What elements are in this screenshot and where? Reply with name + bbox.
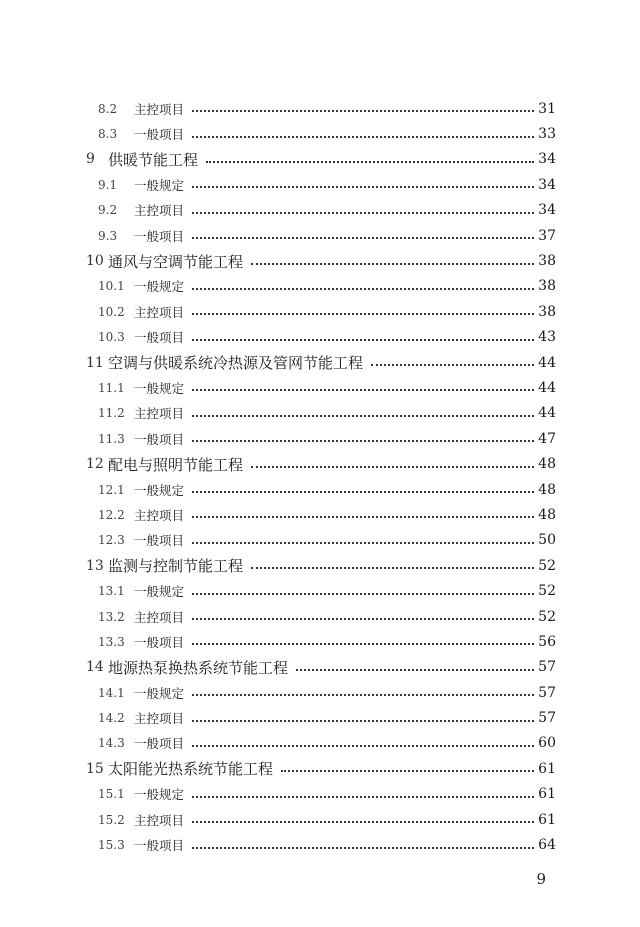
toc-entry-page: 33 bbox=[538, 126, 556, 143]
toc-entry-number: 12.3 bbox=[98, 533, 125, 548]
toc-section-entry bbox=[0, 578, 640, 603]
dot-leader bbox=[192, 541, 534, 544]
toc-entry-page: 44 bbox=[538, 379, 556, 396]
toc-entry-page: 38 bbox=[538, 253, 556, 270]
dot-leader bbox=[192, 719, 534, 722]
toc-entry-page: 50 bbox=[538, 532, 556, 549]
toc-entry-number: 11 bbox=[86, 354, 104, 371]
toc-entry-title: 监测与控制节能工程 bbox=[108, 557, 244, 576]
dot-leader bbox=[192, 388, 534, 391]
dot-leader bbox=[192, 211, 534, 214]
toc-entry-page: 48 bbox=[538, 506, 556, 523]
toc-entry-number: 15 bbox=[86, 760, 104, 777]
toc-entry-title: 空调与供暖系统冷热源及管网节能工程 bbox=[108, 354, 364, 373]
toc-section-entry bbox=[0, 604, 640, 629]
toc-chapter-entry bbox=[0, 451, 640, 476]
dot-leader bbox=[192, 642, 534, 645]
toc-entry-page: 34 bbox=[538, 202, 556, 219]
page-number: 9 bbox=[536, 870, 546, 888]
toc-section-entry bbox=[0, 477, 640, 502]
toc-entry-title: 一般规定 bbox=[134, 584, 185, 600]
dot-leader bbox=[192, 312, 534, 315]
toc-entry-number: 9.2 bbox=[98, 203, 118, 218]
toc-entry-number: 14.2 bbox=[98, 711, 125, 726]
toc-section-entry bbox=[0, 172, 640, 197]
toc-entry-page: 61 bbox=[538, 760, 556, 777]
dot-leader bbox=[192, 693, 534, 696]
toc-entry-number: 9 bbox=[86, 151, 95, 168]
dot-leader bbox=[281, 769, 534, 772]
toc-entry-title: 主控项目 bbox=[134, 609, 185, 625]
toc-chapter-entry bbox=[0, 350, 640, 375]
toc-section-entry bbox=[0, 375, 640, 400]
toc-entry-title: 主控项目 bbox=[134, 711, 185, 727]
dot-leader bbox=[192, 236, 534, 239]
toc-entry-number: 13.2 bbox=[98, 609, 125, 624]
table-of-contents bbox=[0, 96, 640, 858]
toc-section-entry bbox=[0, 807, 640, 832]
toc-section-entry bbox=[0, 401, 640, 426]
toc-entry-number: 13.1 bbox=[98, 584, 125, 599]
toc-entry-title: 一般项目 bbox=[134, 838, 185, 854]
toc-entry-page: 64 bbox=[538, 837, 556, 854]
dot-leader bbox=[192, 820, 534, 823]
toc-entry-title: 一般规定 bbox=[134, 380, 185, 396]
toc-entry-title: 一般规定 bbox=[134, 482, 185, 498]
toc-entry-page: 52 bbox=[538, 608, 556, 625]
dot-leader bbox=[192, 744, 534, 747]
toc-section-entry bbox=[0, 96, 640, 121]
toc-entry-page: 38 bbox=[538, 278, 556, 295]
toc-entry-number: 8.2 bbox=[98, 101, 118, 116]
toc-entry-number: 15.2 bbox=[98, 812, 125, 827]
toc-entry-page: 56 bbox=[538, 633, 556, 650]
dot-leader bbox=[192, 592, 534, 595]
toc-section-entry bbox=[0, 731, 640, 756]
toc-entry-page: 48 bbox=[538, 456, 556, 473]
toc-entry-number: 10.2 bbox=[98, 304, 125, 319]
toc-section-entry bbox=[0, 680, 640, 705]
toc-entry-title: 一般项目 bbox=[134, 736, 185, 752]
toc-entry-title: 主控项目 bbox=[134, 101, 185, 117]
dot-leader bbox=[192, 439, 534, 442]
toc-entry-number: 13 bbox=[86, 557, 104, 574]
toc-entry-number: 8.3 bbox=[98, 127, 118, 142]
toc-entry-number: 14.1 bbox=[98, 685, 125, 700]
toc-chapter-entry bbox=[0, 147, 640, 172]
toc-entry-page: 61 bbox=[538, 786, 556, 803]
toc-entry-number: 11.2 bbox=[98, 406, 125, 421]
toc-section-entry bbox=[0, 782, 640, 807]
dot-leader bbox=[192, 135, 534, 138]
toc-entry-title: 一般规定 bbox=[134, 787, 185, 803]
dot-leader bbox=[192, 414, 534, 417]
toc-entry-page: 34 bbox=[538, 151, 556, 168]
toc-entry-title: 一般规定 bbox=[134, 177, 185, 193]
dot-leader bbox=[251, 566, 534, 569]
dot-leader bbox=[192, 185, 534, 188]
toc-entry-number: 9.3 bbox=[98, 228, 118, 243]
toc-entry-number: 15.3 bbox=[98, 838, 125, 853]
toc-entry-page: 43 bbox=[538, 329, 556, 346]
toc-section-entry bbox=[0, 502, 640, 527]
toc-chapter-entry bbox=[0, 553, 640, 578]
toc-entry-number: 12.1 bbox=[98, 482, 125, 497]
toc-entry-title: 一般项目 bbox=[134, 533, 185, 549]
toc-entry-title: 一般项目 bbox=[134, 127, 185, 143]
toc-chapter-entry bbox=[0, 756, 640, 781]
toc-entry-number: 10.3 bbox=[98, 330, 125, 345]
dot-leader bbox=[192, 846, 534, 849]
toc-entry-number: 10.1 bbox=[98, 279, 125, 294]
toc-chapter-entry bbox=[0, 655, 640, 680]
toc-entry-page: 47 bbox=[538, 430, 556, 447]
toc-entry-title: 一般规定 bbox=[134, 685, 185, 701]
dot-leader bbox=[192, 490, 534, 493]
toc-entry-title: 一般规定 bbox=[134, 279, 185, 295]
toc-section-entry bbox=[0, 198, 640, 223]
dot-leader bbox=[192, 515, 534, 518]
toc-entry-number: 11.1 bbox=[98, 380, 125, 395]
toc-entry-title: 供暖节能工程 bbox=[108, 150, 199, 169]
toc-section-entry bbox=[0, 832, 640, 857]
toc-section-entry bbox=[0, 325, 640, 350]
toc-entry-page: 31 bbox=[538, 100, 556, 117]
dot-leader bbox=[192, 109, 534, 112]
toc-entry-page: 44 bbox=[538, 405, 556, 422]
toc-entry-page: 52 bbox=[538, 583, 556, 600]
toc-entry-page: 37 bbox=[538, 227, 556, 244]
toc-entry-number: 9.1 bbox=[98, 177, 118, 192]
toc-entry-title: 一般项目 bbox=[134, 330, 185, 346]
dot-leader bbox=[251, 262, 534, 265]
toc-entry-title: 通风与空调节能工程 bbox=[108, 252, 244, 271]
dot-leader bbox=[206, 160, 534, 163]
toc-entry-page: 34 bbox=[538, 176, 556, 193]
toc-entry-page: 57 bbox=[538, 659, 556, 676]
toc-section-entry bbox=[0, 705, 640, 730]
toc-entry-title: 主控项目 bbox=[134, 304, 185, 320]
toc-entry-title: 主控项目 bbox=[134, 507, 185, 523]
dot-leader bbox=[192, 617, 534, 620]
toc-entry-number: 14.3 bbox=[98, 736, 125, 751]
dot-leader bbox=[192, 338, 534, 341]
toc-entry-number: 10 bbox=[86, 253, 104, 270]
dot-leader bbox=[192, 287, 534, 290]
toc-entry-number: 11.3 bbox=[98, 431, 125, 446]
toc-entry-page: 48 bbox=[538, 481, 556, 498]
toc-section-entry bbox=[0, 629, 640, 654]
toc-section-entry bbox=[0, 528, 640, 553]
toc-entry-number: 12.2 bbox=[98, 507, 125, 522]
toc-entry-title: 主控项目 bbox=[134, 203, 185, 219]
toc-entry-page: 38 bbox=[538, 303, 556, 320]
toc-entry-page: 57 bbox=[538, 710, 556, 727]
toc-chapter-entry bbox=[0, 248, 640, 273]
toc-entry-number: 14 bbox=[86, 659, 104, 676]
toc-entry-title: 一般项目 bbox=[134, 634, 185, 650]
toc-entry-number: 12 bbox=[86, 456, 104, 473]
toc-entry-title: 主控项目 bbox=[134, 406, 185, 422]
toc-entry-page: 44 bbox=[538, 354, 556, 371]
dot-leader bbox=[296, 668, 534, 671]
toc-entry-page: 61 bbox=[538, 811, 556, 828]
toc-entry-page: 60 bbox=[538, 735, 556, 752]
toc-section-entry bbox=[0, 274, 640, 299]
toc-entry-title: 一般项目 bbox=[134, 228, 185, 244]
toc-entry-title: 太阳能光热系统节能工程 bbox=[108, 760, 274, 779]
dot-leader bbox=[192, 795, 534, 798]
toc-entry-number: 15.1 bbox=[98, 787, 125, 802]
toc-entry-title: 配电与照明节能工程 bbox=[108, 455, 244, 474]
dot-leader bbox=[251, 465, 534, 468]
dot-leader bbox=[371, 363, 534, 366]
toc-entry-number: 13.3 bbox=[98, 634, 125, 649]
toc-section-entry bbox=[0, 223, 640, 248]
toc-entry-page: 52 bbox=[538, 557, 556, 574]
toc-section-entry bbox=[0, 426, 640, 451]
toc-entry-title: 地源热泵换热系统节能工程 bbox=[108, 658, 289, 677]
toc-entry-page: 57 bbox=[538, 684, 556, 701]
toc-entry-title: 主控项目 bbox=[134, 812, 185, 828]
toc-section-entry bbox=[0, 299, 640, 324]
toc-section-entry bbox=[0, 121, 640, 146]
toc-entry-title: 一般项目 bbox=[134, 431, 185, 447]
